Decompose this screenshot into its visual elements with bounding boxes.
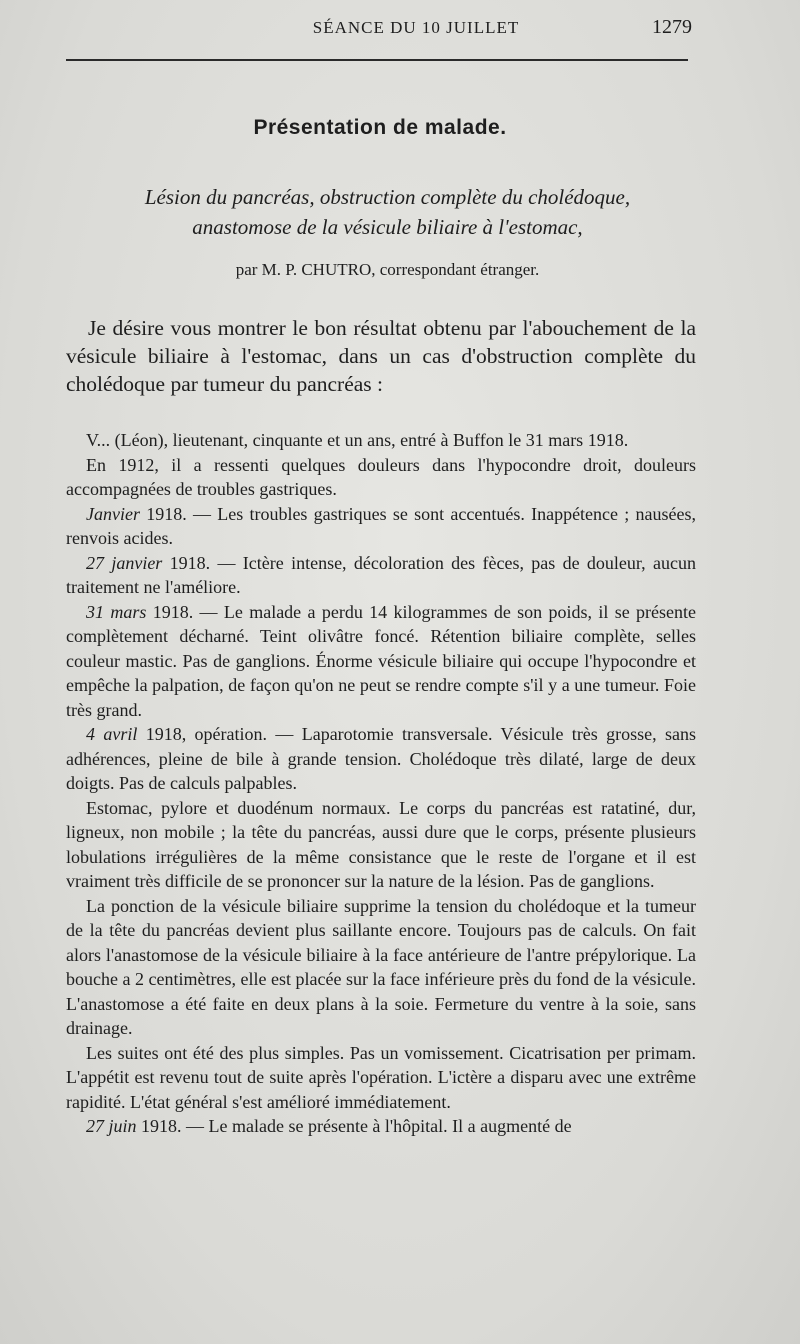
header-rule [66, 59, 688, 61]
case-date: 27 janvier [86, 552, 163, 573]
author-byline: par M. P. CHUTRO, correspondant étranger. [235, 260, 540, 279]
case-text: En 1912, il a ressenti quelques douleurs dans l'hypocondre droit, douleurs accompagnées de troubles gastriques. [66, 454, 696, 499]
page-number: 1279 [652, 16, 692, 38]
case-paragraph [66, 722, 696, 796]
case-paragraph [66, 600, 696, 723]
case-paragraph [66, 551, 696, 600]
subtitle-line-2: anastomose de la vésicule biliaire à l'estomac, [192, 215, 583, 239]
intro-text: Je désire vous montrer le bon résultat obtenu par l'abouchement de la vésicule biliaire à l'estomac, dans un cas d'obstruction complète du cholédoque par tumeur du pancréas : [66, 316, 696, 396]
case-date: Janvier [86, 503, 140, 524]
running-header [66, 14, 696, 44]
case-text: V... (Léon), lieutenant, cinquante et un ans, entré à Buffon le 31 mars 1918. [86, 430, 629, 450]
case-paragraph [66, 894, 696, 1041]
subtitle-line-1: Lésion du pancréas, obstruction complète du cholédoque, [144, 185, 631, 209]
case-paragraph [66, 428, 696, 453]
case-text: Estomac, pylore et duodénum normaux. Le corps du pancréas est ratatiné, dur, ligneux, non mobile ; la tête du pancréas, aussi dure que le corps, présente plusieurs lobulations irrégulières de la même consistance que le reste de l'organe et il est vraiment très difficile de se prononcer sur la nature de la lésion. Pas de ganglions. [66, 797, 696, 891]
case-text: Les suites ont été des plus simples. Pas un vomissement. Cicatrisation per primam. L'appétit est revenu tout de suite après l'opération. L'ictère a disparu avec une extrême rapidité. L'état général s'est amélioré immédiatement. [66, 1042, 696, 1112]
case-text: 1918, opération. — Laparotomie transversale. Vésicule très grosse, sans adhérences, pleine de bile à grande tension. Cholédoque très dilaté, large de deux doigts. Pas de calculs palpables. [66, 724, 696, 793]
case-text: 1918. — Le malade a perdu 14 kilogrammes de son poids, il se présente complètement décharné. Teint olivâtre foncé. Rétention biliaire complète, selles couleur mastic. Pas de ganglions. Énorme vésicule biliaire qui occupe l'hypocondre et empêche la palpation, de façon qu'on ne peut se rendre compte s'il y a une tumeur. Foie très grand. [66, 601, 697, 720]
case-paragraph [66, 796, 696, 894]
case-paragraph [66, 502, 696, 551]
case-text: 1918. — Le malade se présente à l'hôpital. Il a augmenté de [136, 1116, 572, 1136]
section-title: Présentation de malade. [253, 116, 507, 139]
case-paragraph [66, 453, 696, 502]
case-text: 1918. — Ictère intense, décoloration des fèces, pas de douleur, aucun traitement ne l'améliore. [66, 552, 696, 597]
running-title: SÉANCE DU 10 JUILLET [312, 18, 520, 37]
case-date: 27 juin [86, 1116, 137, 1136]
case-paragraph [66, 1041, 696, 1115]
case-text: La ponction de la vésicule biliaire supprime la tension du cholédoque et la tumeur de la tête du pancréas devient plus saillante encore. Toujours pas de calculs. On fait alors l'anastomose de la vésicule biliaire à la face antérieure de l'antre prépylorique. La bouche a 2 centimètres, elle est placée sur la face inférieure près du fond de la vésicule. L'anastomose a été faite en deux plans à la soie. Fermeture du ventre à la soie, sans drainage. [66, 895, 696, 1038]
article-subtitle [60, 182, 715, 242]
case-report [66, 428, 696, 1139]
case-paragraph [66, 1114, 696, 1139]
case-text: 1918. — Les troubles gastriques se sont accentués. Inappétence ; nausées, renvois acides. [66, 503, 696, 548]
case-date: 31 mars [86, 601, 147, 622]
intro-paragraph [66, 314, 696, 398]
case-date: 4 avril [86, 724, 138, 744]
